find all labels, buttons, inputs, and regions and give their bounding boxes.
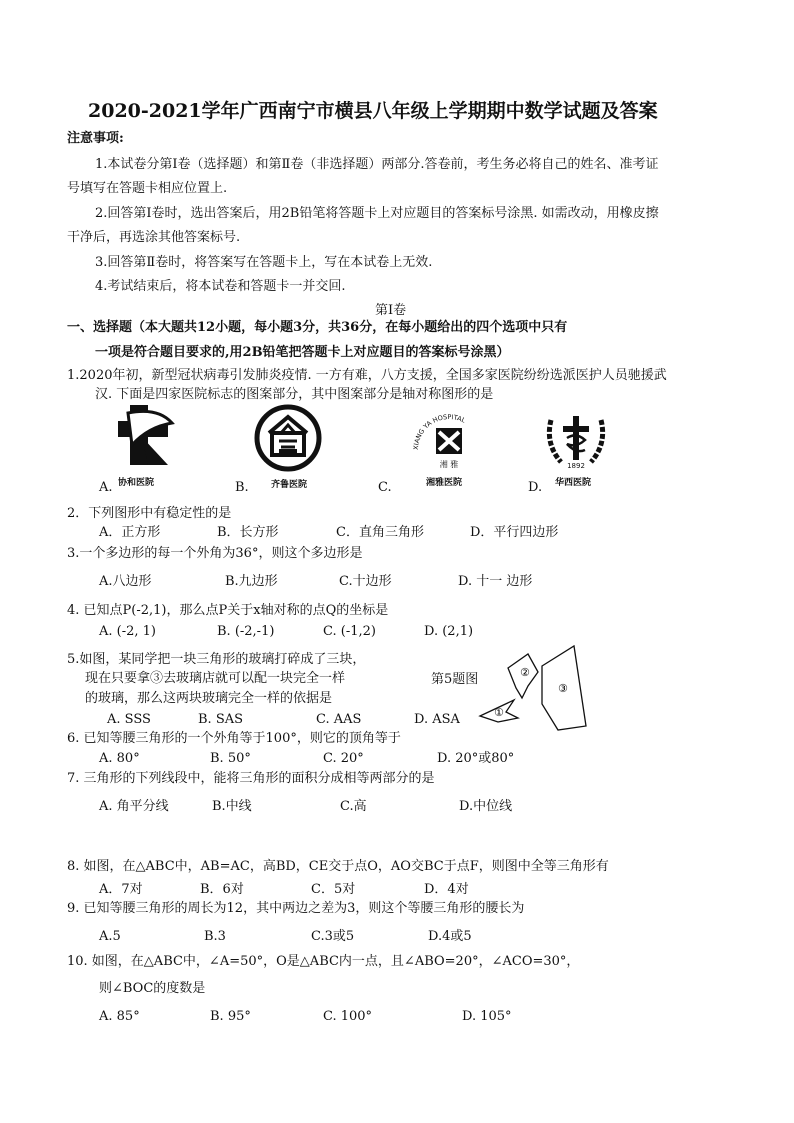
- q1-option-a-name: 协和医院: [118, 478, 155, 488]
- q2-option-b: B．长方形: [217, 525, 279, 540]
- q10-option-a: A. 85°: [99, 1009, 140, 1024]
- notice-heading: 注意事项:: [67, 131, 124, 146]
- q3-option-a: A.八边形: [99, 574, 152, 589]
- notice-line: 1.本试卷分第Ⅰ卷（选择题）和第Ⅱ卷（非选择题）两部分.答卷前，考生务必将自己的姓名、准考证: [95, 157, 659, 172]
- notice-line: 2.回答第Ⅰ卷时，选出答案后，用2B铅笔将答题卡上对应题目的答案标号涂黑. 如需改动，用橡皮擦: [95, 206, 659, 221]
- q1-option-c-name: 湘雅医院: [426, 478, 463, 488]
- q5-stem-cont: 的玻璃，那么这两块玻璃完全一样的依据是: [85, 691, 333, 706]
- broken-glass-figure: [478, 642, 588, 732]
- q1-option-d-letter: D.: [528, 480, 543, 495]
- q1-option-a-letter: A.: [99, 480, 113, 495]
- q3-option-c: C.十边形: [339, 574, 392, 589]
- q7-option-c: C.高: [340, 799, 367, 814]
- q10-option-c: C. 100°: [323, 1009, 373, 1024]
- q8-option-d: D．4对: [424, 882, 469, 897]
- q4-stem: 4. 已知点P(-2,1)，那么点P关于x轴对称的点Q的坐标是: [67, 603, 389, 618]
- q2-option-a: A．正方形: [99, 525, 161, 540]
- q1-option-b-name: 齐鲁医院: [271, 480, 308, 490]
- section-heading-cont: 一项是符合题目要求的,用2B铅笔把答题卡上对应题目的答案标号涂黑）: [95, 345, 510, 360]
- q8-option-c: C．5对: [311, 882, 356, 897]
- q5-stem: 5.如图，某同学把一块三角形的玻璃打碎成了三块，: [67, 652, 366, 667]
- q8-option-b: B．6对: [200, 882, 244, 897]
- q7-option-b: B.中线: [212, 799, 252, 814]
- page-title: 2020-2021学年广西南宁市横县八年级上学期期中数学试题及答案: [88, 100, 658, 122]
- q4-option-b: B. (-2,-1): [217, 624, 275, 639]
- q8-stem: 8. 如图，在△ABC中，AB=AC，高BD，CE交于点O，AO交BC于点F，则图中全等三角形有: [67, 859, 609, 874]
- q7-stem: 7. 三角形的下列线段中，能将三角形的面积分成相等两部分的是: [67, 771, 435, 786]
- q10-stem: 10. 如图，在△ABC中，∠A=50°，O是△ABC内一点，且∠ABO=20°，∠ACO=30°，: [67, 954, 580, 969]
- q3-option-d: D. 十一 边形: [458, 574, 533, 589]
- glass-label-3: ③: [558, 682, 568, 695]
- q9-option-d: D.4或5: [428, 929, 472, 944]
- q4-option-a: A. (-2, 1): [99, 624, 156, 639]
- q8-option-a: A．7对: [99, 882, 143, 897]
- volume-label: 第Ⅰ卷: [375, 303, 407, 318]
- q9-stem: 9. 已知等腰三角形的周长为12，其中两边之差为3，则这个等腰三角形的腰长为: [67, 901, 525, 916]
- svg-text:1892: 1892: [567, 462, 585, 470]
- q6-stem: 6. 已知等腰三角形的一个外角等于100°，则它的顶角等于: [67, 731, 401, 746]
- svg-text:湘 雅: 湘 雅: [439, 460, 459, 469]
- q5-figure-label: 第5题图: [431, 672, 479, 687]
- q4-option-d: D. (2,1): [424, 624, 474, 639]
- q2-stem: 2．下列图形中有稳定性的是: [67, 506, 232, 521]
- q6-option-a: A. 80°: [99, 751, 140, 766]
- q3-stem: 3.一个多边形的每一个外角为36°，则这个多边形是: [67, 546, 363, 561]
- q6-option-c: C. 20°: [323, 751, 364, 766]
- q4-option-c: C. (-1,2): [323, 624, 376, 639]
- q9-option-a: A.5: [99, 929, 121, 944]
- q5-option-c: C. AAS: [316, 712, 362, 727]
- q5-option-a: A. SSS: [107, 712, 151, 727]
- xiangya-logo-icon: [411, 410, 484, 472]
- q9-option-c: C.3或5: [311, 929, 355, 944]
- q2-option-c: C．直角三角形: [336, 525, 424, 540]
- q6-option-d: D. 20°或80°: [437, 751, 515, 766]
- q1-option-b-letter: B.: [235, 480, 249, 495]
- notice-line: 号填写在答题卡相应位置上.: [67, 181, 228, 196]
- huaxi-logo-icon: [543, 410, 609, 472]
- notice-line: 3.回答第Ⅱ卷时，将答案写在答题卡上，写在本试卷上无效.: [95, 255, 433, 270]
- q5-stem-cont: 现在只要拿③去玻璃店就可以配一块完全一样: [85, 671, 346, 686]
- qilu-logo-icon: [255, 405, 321, 471]
- notice-line: 干净后，再选涂其他答案标号.: [67, 230, 241, 245]
- q2-option-d: D．平行四边形: [470, 525, 559, 540]
- q1-stem-cont: 汉. 下面是四家医院标志的图案部分，其中图案部分是轴对称图形的是: [95, 387, 494, 402]
- q10-option-b: B. 95°: [210, 1009, 251, 1024]
- section-heading: 一、选择题（本大题共12小题，每小题3分，共36分，在每小题给出的四个选项中只有: [67, 320, 568, 335]
- q1-option-d-name: 华西医院: [555, 478, 592, 488]
- q10-option-d: D. 105°: [462, 1009, 512, 1024]
- q3-option-b: B.九边形: [225, 574, 278, 589]
- notice-line: 4.考试结束后，将本试卷和答题卡一并交回.: [95, 279, 346, 294]
- q5-option-d: D. ASA: [414, 712, 460, 727]
- q6-option-b: B. 50°: [210, 751, 251, 766]
- svg-text:XIANG YA HOSPITAL: XIANG YA HOSPITAL: [411, 412, 467, 451]
- q1-stem: 1.2020年初，新型冠状病毒引发肺炎疫情. 一方有难，八方支援，全国多家医院纷纷选派医护人员驰援武: [67, 368, 667, 383]
- glass-label-1: ①: [494, 706, 504, 719]
- q1-option-c-letter: C.: [378, 480, 392, 495]
- q5-option-b: B. SAS: [198, 712, 244, 727]
- q7-option-a: A. 角平分线: [99, 799, 169, 814]
- q7-option-d: D.中位线: [459, 799, 513, 814]
- q9-option-b: B.3: [204, 929, 226, 944]
- q10-stem-cont: 则∠BOC的度数是: [99, 981, 206, 996]
- glass-label-2: ②: [520, 666, 530, 679]
- xiehe-logo-icon: [118, 405, 178, 465]
